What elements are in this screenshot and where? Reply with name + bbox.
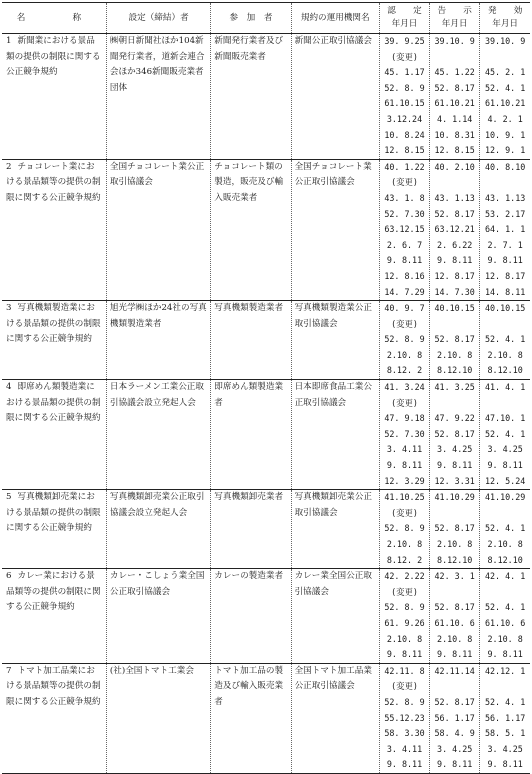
regulation-name: トマト加工品業における景品類等の提供の制限に関する公正競争規約 [6, 665, 101, 707]
operating-body-cell: 写真機類製造業公正取引協議会 [291, 301, 379, 380]
regulation-name-cell [2, 380, 106, 490]
effective-date-cell [480, 34, 530, 160]
effective-date: 9. 8.11 [487, 759, 523, 770]
effective-date-cell [480, 663, 530, 773]
effective-date: 52. 4. 1 [484, 696, 526, 707]
effective-date: 9. 8.11 [487, 649, 523, 660]
effective-date: 9. 8.11 [487, 255, 523, 266]
effective-date: 43. 1.13 [484, 192, 526, 203]
effective-date-cell [480, 301, 530, 380]
certified-date: 41.10.25 [384, 492, 425, 503]
notice-date: 9. 8.11 [437, 255, 473, 266]
certified-date: 8.12. 2 [386, 365, 423, 376]
effective-date [483, 317, 527, 333]
effective-date: 52. 4. 1 [484, 82, 526, 93]
effective-date-cell [480, 569, 530, 664]
effective-date: 3. 4.25 [487, 743, 523, 754]
notice-date: 4. 1.14 [437, 113, 473, 124]
notice-date: 41.10.29 [434, 492, 475, 503]
certified-date: (変更) [391, 51, 418, 62]
table-row [2, 663, 530, 773]
certified-date: 40. 9. 7 [384, 303, 425, 314]
certified-date: 9. 8.11 [386, 759, 423, 770]
regulation-name-cell [2, 34, 106, 160]
notice-date: 3. 4.25 [437, 444, 473, 455]
certified-date: 8.12. 2 [386, 554, 423, 565]
effective-date: 2.10. 8 [487, 633, 523, 644]
regulation-name-cell [2, 490, 106, 569]
setter-cell: 写真機類卸売業公正取引協議会設立発起人会 [106, 490, 210, 569]
row-number: 6 [6, 571, 12, 582]
participants-cell: 写真機類卸売業者 [211, 490, 291, 569]
header-name: 名 称 [2, 3, 106, 34]
notice-date [433, 585, 476, 601]
certified-date: (変更) [391, 397, 418, 408]
notice-date: 58. 4. 9 [434, 728, 475, 739]
certified-date: 14. 7.29 [384, 286, 425, 297]
effective-date: 58. 5. 1 [484, 728, 526, 739]
table-row [2, 159, 530, 300]
certified-date: (変更) [391, 681, 418, 692]
notice-date: 12. 8.17 [434, 270, 475, 281]
certified-date: 52. 7.30 [384, 428, 425, 439]
operating-body-cell: 全国トマト加工品業公正取引協議会 [291, 663, 379, 773]
regulation-name: 写真機類製造業における景品類の提供の制限に関する公正競争規約 [6, 303, 101, 345]
notice-date: 39.10. 9 [434, 36, 475, 46]
table-row [2, 301, 530, 380]
effective-date: 8.12.10 [487, 365, 523, 376]
notice-date: 61.10.21 [434, 98, 475, 109]
notice-date: 8.12.10 [437, 365, 473, 376]
certified-date: 2.10. 8 [386, 349, 423, 360]
notice-date: 43. 1.13 [434, 192, 475, 203]
participants-cell: 即席めん類製造業者 [211, 380, 291, 490]
certified-date: 61. 9.26 [384, 617, 425, 628]
regulation-name: 写真機類卸売業における景品類の提供の制限に関する公正競争規約 [6, 492, 101, 534]
effective-date [483, 50, 527, 66]
notice-date: 52. 8.17 [434, 208, 475, 219]
notice-date: 52. 8.17 [434, 334, 475, 345]
effective-date: 8.12.10 [487, 554, 523, 565]
effective-date: 14. 8.11 [484, 286, 526, 297]
notice-date: 52. 8.17 [434, 428, 475, 439]
effective-date-cell [480, 159, 530, 300]
effective-date: 61.10.21 [484, 98, 526, 109]
effective-date: 56. 1.17 [484, 712, 526, 723]
effective-date: 42.12. 1 [484, 665, 526, 676]
effective-date: 52. 4. 1 [484, 428, 526, 439]
header-notice: 告 示 年月日 [430, 3, 480, 34]
effective-date-cell [480, 380, 530, 490]
effective-date: 2.10. 8 [487, 539, 523, 549]
notice-date: 56. 1.17 [434, 712, 475, 723]
effective-date: 52. 4. 1 [484, 602, 526, 613]
certified-date-cell [379, 663, 429, 773]
operating-body-cell: 写真機類卸売業公正取引協議会 [291, 490, 379, 569]
effective-date: 45. 2. 1 [484, 67, 526, 78]
notice-date: 2.10. 8 [437, 539, 473, 549]
certified-date: 52. 8. 9 [384, 82, 425, 93]
header-certified: 認 定 年月日 [379, 3, 429, 34]
notice-date: 2.10. 8 [437, 633, 473, 644]
notice-date: 61.10. 6 [434, 617, 475, 628]
row-number: 2 [6, 161, 12, 172]
certified-date: 52. 8. 9 [384, 334, 425, 345]
effective-date: 41. 4. 1 [484, 382, 526, 393]
certified-date: 45. 1.17 [384, 67, 425, 78]
notice-date: 52. 8.17 [434, 696, 475, 707]
notice-date-cell [430, 490, 480, 569]
certified-date-cell [379, 490, 429, 569]
regulation-name-cell [2, 159, 106, 300]
notice-date [433, 175, 476, 191]
operating-body-cell: 全国チョコレート業公正取引協議会 [291, 159, 379, 300]
effective-date: 4. 2. 1 [487, 113, 523, 124]
certified-date: 9. 8.11 [386, 460, 423, 471]
effective-date [483, 506, 527, 522]
certified-date: 2.10. 8 [386, 633, 423, 644]
certified-date: 47. 9.18 [384, 413, 425, 424]
participants-cell: 写真機類製造業者 [211, 301, 291, 380]
certified-date: 52. 8. 9 [384, 696, 425, 707]
participants-cell: カレーの製造業者 [211, 569, 291, 664]
certified-date: 58. 3.30 [384, 728, 425, 739]
setter-cell: 旭光学㈱ほか24社の写真機類製造業者 [106, 301, 210, 380]
certified-date: 52. 8. 9 [384, 523, 425, 534]
notice-date-cell [430, 159, 480, 300]
effective-date: 64. 1. 1 [484, 224, 526, 235]
table-header [2, 3, 530, 34]
effective-date: 52. 4. 1 [484, 334, 526, 345]
header-participants: 参 加 者 [211, 3, 291, 34]
notice-date: 14. 7.30 [434, 286, 475, 297]
notice-date: 42.11.14 [434, 665, 475, 676]
certified-date: 3. 4.11 [386, 444, 423, 455]
table-row [2, 490, 530, 569]
regulation-name: チョコレート業における景品類等の提供の制限に関する公正競争規約 [6, 161, 101, 203]
setter-cell: カレー・こしょう業全国公正取引協議会 [106, 569, 210, 664]
certified-date: (変更) [391, 586, 418, 597]
effective-date: 40.10.15 [484, 303, 526, 314]
certified-date-cell [379, 380, 429, 490]
effective-date: 3. 4.25 [487, 444, 523, 455]
notice-date: 41. 3.25 [434, 382, 475, 393]
row-number: 7 [6, 665, 12, 676]
effective-date: 42. 4. 1 [484, 571, 526, 582]
table-row [2, 569, 530, 664]
regulation-table [2, 2, 530, 774]
notice-date: 12. 8.15 [434, 145, 475, 156]
setter-cell: 日本ラーメン工業公正取引協議会設立発起人会 [106, 380, 210, 490]
certified-date: 52. 8. 9 [384, 602, 425, 613]
certified-date: 41. 3.24 [384, 382, 425, 393]
certified-date: 10. 8.24 [384, 129, 425, 140]
effective-date [483, 585, 527, 601]
certified-date: 42. 2.22 [384, 571, 425, 582]
effective-date: 10. 9. 1 [484, 129, 526, 140]
header-body: 規約の運用機関名 [291, 3, 379, 34]
certified-date: 12. 8.16 [384, 270, 425, 281]
certified-date: 55.12.23 [384, 712, 425, 723]
notice-date: 40. 2.10 [434, 161, 475, 172]
certified-date: 52. 7.30 [384, 208, 425, 219]
notice-date: 52. 8.17 [434, 523, 475, 534]
setter-cell: 全国チョコレート業公正取引協議会 [106, 159, 210, 300]
notice-date: 52. 8.17 [434, 602, 475, 613]
notice-date-cell [430, 34, 480, 160]
effective-date [483, 679, 527, 695]
row-number: 4 [6, 382, 12, 393]
regulation-name-cell [2, 663, 106, 773]
effective-date: 41.10.29 [484, 492, 526, 503]
certified-date: 42.11. 8 [384, 665, 425, 676]
regulation-name: カレー業における景品類等の提供の制限に関する公正競争規約 [6, 571, 101, 613]
notice-date: 2. 6.22 [437, 239, 473, 250]
participants-cell: 新聞発行業者及び新聞販売業者 [211, 34, 291, 160]
participants-cell: トマト加工品の製造及び輸入販売業者 [211, 663, 291, 773]
setter-cell: ㈱朝日新聞社ほか104新聞発行業者，道新会連合会ほか346新聞販売業者団体 [106, 34, 210, 160]
table-row [2, 34, 530, 160]
certified-date: 63.12.15 [384, 224, 425, 235]
notice-date [433, 50, 476, 66]
header-effective: 発 効 年月日 [480, 3, 530, 34]
notice-date: 47. 9.22 [434, 413, 475, 424]
regulation-name-cell [2, 301, 106, 380]
certified-date: (変更) [391, 507, 418, 518]
effective-date [483, 175, 527, 191]
regulation-name: 新聞業における景品類の提供の制限に関する公正競争規約 [6, 36, 101, 78]
row-number: 3 [6, 303, 12, 314]
effective-date: 9. 8.11 [487, 460, 523, 471]
table-body [2, 34, 530, 774]
effective-date: 40. 8.10 [484, 161, 526, 172]
notice-date-cell [430, 663, 480, 773]
certified-date: 61.10.15 [384, 98, 425, 109]
regulation-name-cell [2, 569, 106, 664]
certified-date: 43. 1. 8 [384, 192, 425, 203]
operating-body-cell: カレー業全国公正取引協議会 [291, 569, 379, 664]
notice-date [433, 506, 476, 522]
notice-date: 8.12.10 [437, 554, 473, 565]
notice-date: 12. 3.31 [434, 475, 475, 486]
effective-date: 2.10. 8 [487, 349, 523, 360]
row-number: 1 [6, 36, 12, 46]
effective-date: 39.10. 9 [484, 36, 526, 46]
effective-date: 12. 5.24 [484, 475, 526, 486]
notice-date-cell [430, 569, 480, 664]
effective-date [483, 396, 527, 412]
certified-date-cell [379, 34, 429, 160]
effective-date-cell [480, 490, 530, 569]
effective-date: 47.10. 1 [484, 413, 526, 424]
notice-date: 2.10. 8 [437, 349, 473, 360]
regulation-name: 即席めん類製造業における景品類の提供の制限に関する公正競争規約 [6, 382, 101, 424]
notice-date: 40.10.15 [434, 303, 475, 314]
notice-date: 63.12.21 [434, 224, 475, 235]
operating-body-cell: 日本即席食品工業公正取引協議会 [291, 380, 379, 490]
notice-date [433, 396, 476, 412]
certified-date: 2.10. 8 [386, 539, 423, 549]
certified-date: 40. 1.22 [384, 161, 425, 172]
certified-date: 3. 4.11 [386, 743, 423, 754]
notice-date: 9. 8.11 [437, 460, 473, 471]
notice-date [433, 679, 476, 695]
certified-date: (変更) [391, 318, 418, 329]
notice-date-cell [430, 380, 480, 490]
notice-date: 9. 8.11 [437, 759, 473, 770]
certified-date-cell [379, 159, 429, 300]
notice-date [433, 317, 476, 333]
notice-date: 45. 1.22 [434, 67, 475, 78]
certified-date: 3.12.24 [386, 113, 423, 124]
setter-cell: (社)全国トマト工業会 [106, 663, 210, 773]
certified-date: (変更) [391, 177, 418, 188]
effective-date: 2. 7. 1 [487, 239, 523, 250]
certified-date: 9. 8.11 [386, 255, 423, 266]
certified-date: 9. 8.11 [386, 649, 423, 660]
notice-date: 3. 4.25 [437, 743, 473, 754]
notice-date: 42. 3. 1 [434, 571, 475, 582]
certified-date: 2. 6. 7 [386, 239, 423, 250]
effective-date: 12. 8.17 [484, 270, 526, 281]
certified-date: 39. 9.25 [384, 36, 425, 46]
notice-date-cell [430, 301, 480, 380]
effective-date: 53. 2.17 [484, 208, 526, 219]
effective-date: 52. 4. 1 [484, 523, 526, 534]
operating-body-cell: 新聞公正取引協議会 [291, 34, 379, 160]
effective-date: 12. 9. 1 [484, 145, 526, 156]
effective-date: 61.10. 6 [484, 617, 526, 628]
certified-date-cell [379, 569, 429, 664]
certified-date-cell [379, 301, 429, 380]
notice-date: 9. 8.11 [437, 649, 473, 660]
certified-date: 12. 3.29 [384, 475, 425, 486]
row-number: 5 [6, 492, 12, 503]
table-row [2, 380, 530, 490]
notice-date: 52. 8.17 [434, 82, 475, 93]
notice-date: 10. 8.31 [434, 129, 475, 140]
participants-cell: チョコレート類の製造，販売及び輸入販売業者 [211, 159, 291, 300]
header-setter: 設定（締結）者 [106, 3, 210, 34]
certified-date: 12. 8.15 [384, 145, 425, 156]
